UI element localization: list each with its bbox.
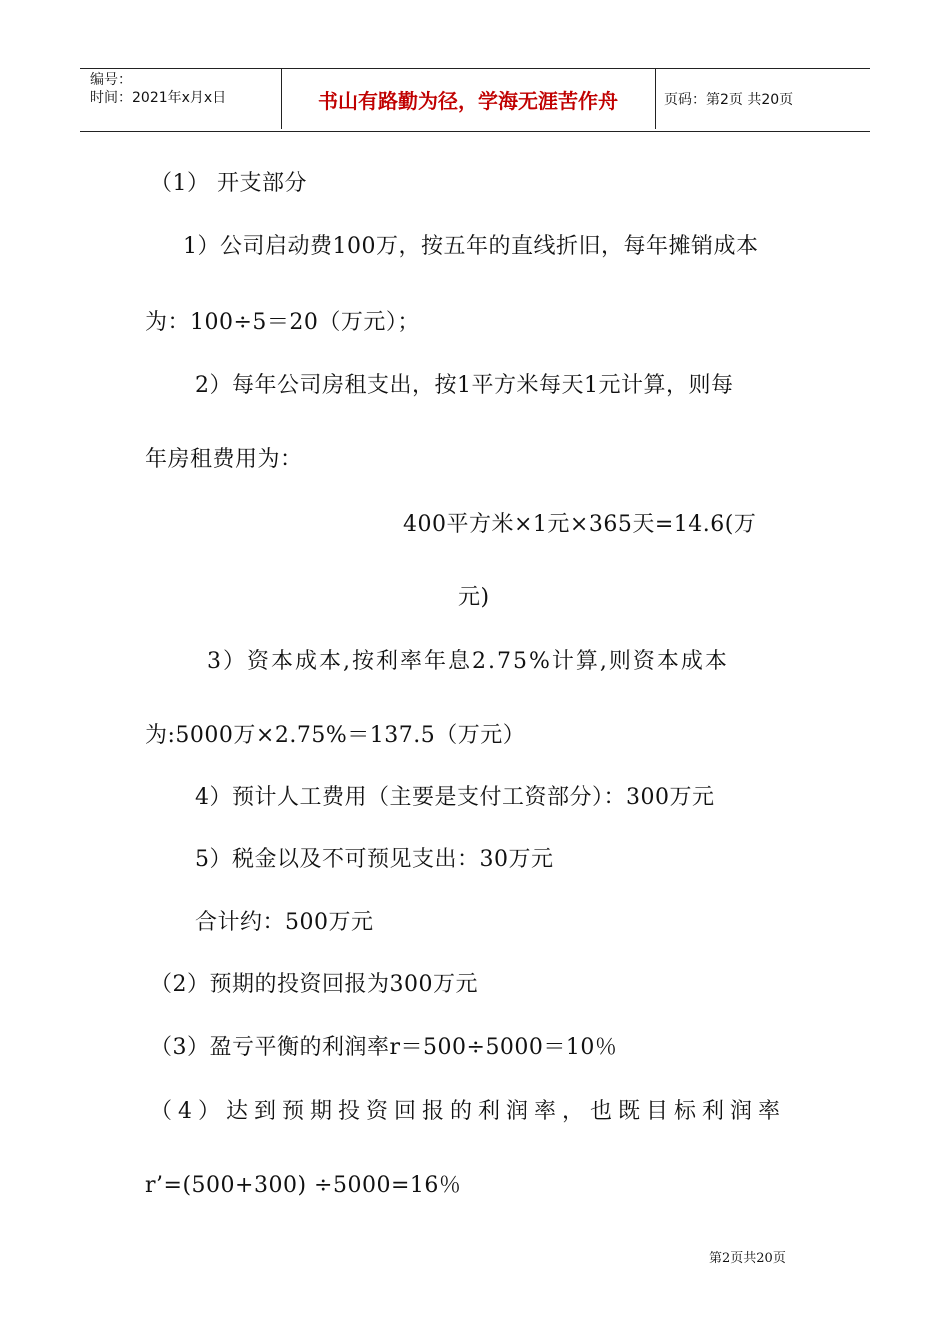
total: 合计约：500万元 — [195, 910, 374, 935]
section-1-heading: （1） 开支部分 — [150, 171, 307, 196]
item-5: 5）税金以及不可预见支出：30万元 — [195, 847, 554, 872]
page-header — [80, 68, 870, 132]
item-2-line-1: 2）每年公司房租支出，按1平方米每天1元计算，则每 — [195, 373, 734, 398]
item-1-line-1: 1）公司启动费100万，按五年的直线折旧，每年摊销成本 — [183, 234, 759, 259]
rent-formula-line-1: 400平方米×1元×365天=14.6(万 — [403, 512, 757, 537]
section-4-line-2: r’=(500+300) ÷5000=16％ — [145, 1173, 462, 1198]
item-2-line-2: 年房租费用为： — [145, 447, 303, 472]
time-label: 时间：2021年x月x日 — [90, 90, 227, 106]
header-page-info: 页码：第2页 共20页 — [664, 92, 794, 108]
number-label: 编号： — [90, 72, 132, 88]
item-1-line-2: 为：100÷5＝20（万元）； — [145, 310, 420, 335]
item-3-line-1: 3）资本成本,按利率年息2.75%计算,则资本成本 — [207, 649, 729, 674]
header-meta — [90, 71, 280, 107]
item-3-line-2: 为:5000万×2.75%＝137.5（万元） — [145, 723, 526, 748]
item-4: 4）预计人工费用（主要是支付工资部分）：300万元 — [195, 785, 715, 810]
section-2: （2）预期的投资回报为300万元 — [150, 972, 478, 997]
rent-formula-line-2: 元) — [458, 585, 490, 610]
section-4-line-1: （4）达到预期投资回报的利润率，也既目标利润率 — [150, 1099, 786, 1124]
header-motto: 书山有路勤为径，学海无涯苦作舟 — [318, 88, 618, 113]
section-3: （3）盈亏平衡的利润率r＝500÷5000＝10％ — [150, 1035, 618, 1060]
page-footer: 第2页共20页 — [709, 1251, 786, 1266]
header-divider — [655, 69, 656, 129]
